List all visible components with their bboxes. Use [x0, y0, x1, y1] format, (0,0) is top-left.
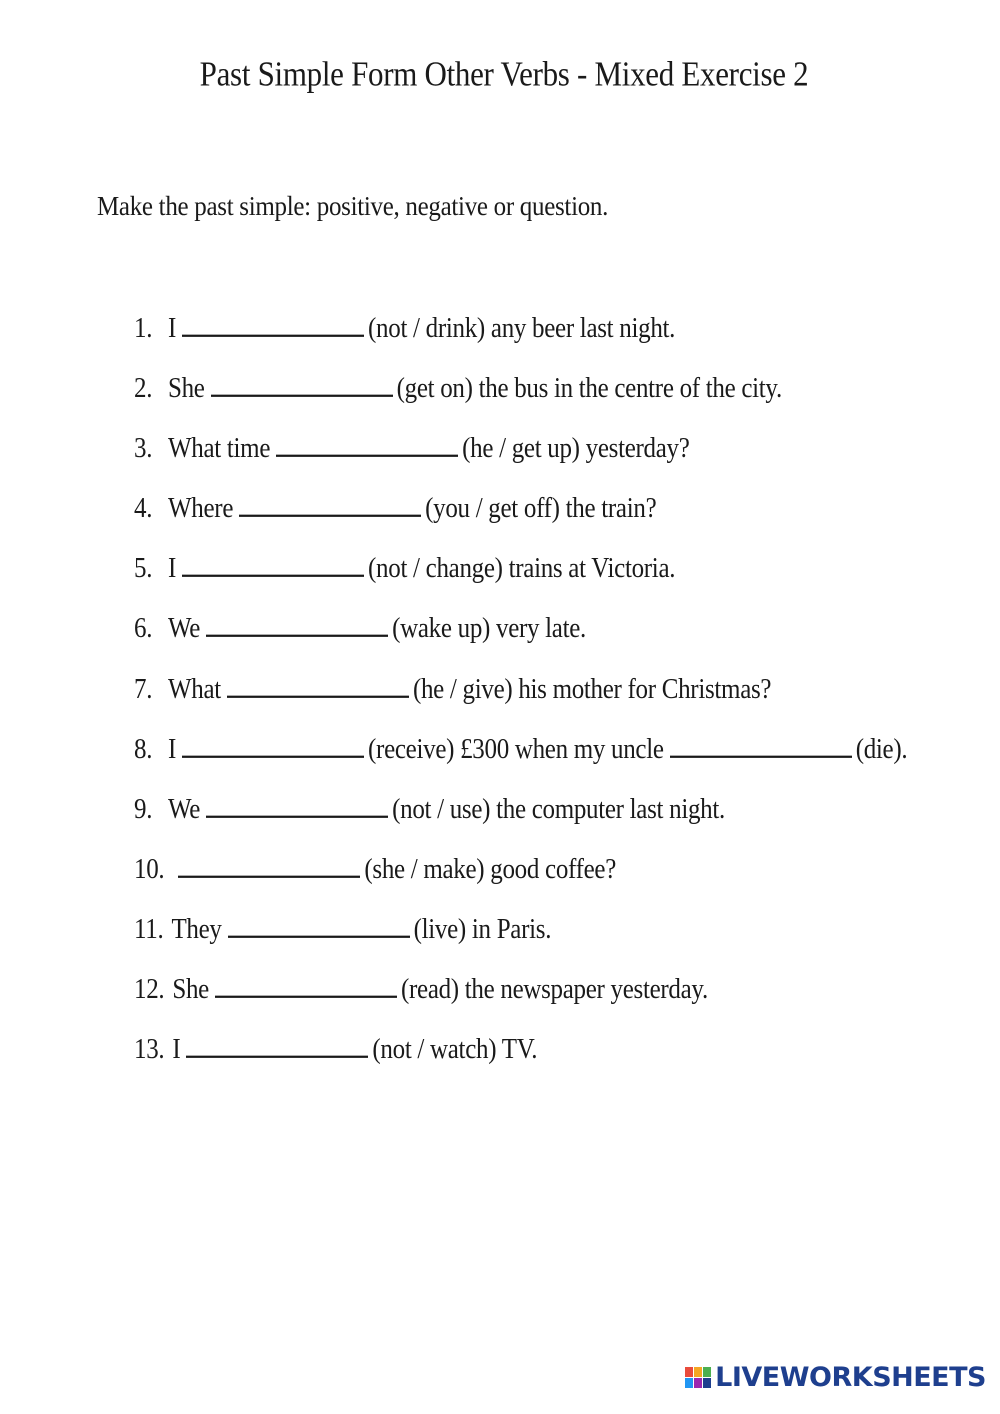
answer-blank[interactable]	[276, 430, 458, 457]
exercise-item-9	[0, 791, 1000, 851]
exercise-text: What	[168, 673, 221, 705]
exercise-text: (not / use) the computer last night.	[392, 794, 725, 825]
exercise-number: 11.	[134, 914, 164, 945]
worksheet-title: Past Simple Form Other Verbs - Mixed Exercise 2	[199, 54, 809, 94]
exercise-number: 10.	[134, 854, 165, 885]
exercise-item-6	[0, 610, 1000, 670]
exercise-text: (not / drink) any beer last night.	[368, 313, 676, 344]
answer-blank[interactable]	[182, 550, 364, 577]
exercise-number: 13.	[134, 1034, 165, 1065]
exercise-number: 5.	[134, 553, 153, 584]
exercise-item-4	[0, 490, 1000, 550]
exercise-item-13	[0, 1031, 1000, 1091]
exercise-text: (he / give) his mother for Christmas?	[412, 673, 772, 705]
exercise-text: What time	[168, 433, 271, 464]
exercise-text: (read) the newspaper yesterday.	[400, 974, 708, 1005]
exercise-number: 2.	[134, 373, 153, 404]
answer-blank[interactable]	[182, 731, 364, 758]
answer-blank[interactable]	[228, 911, 410, 938]
exercise-text: (he / get up) yesterday?	[462, 433, 690, 464]
exercise-item-3	[0, 430, 1000, 490]
exercise-number: 7.	[134, 673, 153, 705]
instructions-text: Make the past simple: positive, negative or question.	[97, 192, 609, 222]
exercise-text: I	[172, 1034, 181, 1065]
exercise-text: (get on) the bus in the centre of the city.	[396, 373, 782, 404]
exercise-number: 8.	[134, 734, 153, 765]
logo-tile	[703, 1378, 711, 1388]
exercise-text: (she / make) good coffee?	[364, 854, 617, 885]
answer-blank[interactable]	[670, 731, 852, 758]
exercise-text: (not / change) trains at Victoria.	[368, 553, 676, 584]
exercise-text: (die).	[855, 734, 908, 765]
exercise-text: I	[168, 313, 177, 344]
answer-blank[interactable]	[182, 310, 364, 337]
exercise-text: They	[171, 914, 222, 945]
exercise-number: 12.	[134, 974, 165, 1005]
answer-blank[interactable]	[186, 1031, 368, 1058]
logo-text: LIVEWORKSHEETS	[715, 1362, 986, 1393]
logo-tile	[685, 1378, 693, 1388]
logo-tile	[703, 1367, 711, 1377]
answer-blank[interactable]	[211, 370, 393, 397]
exercise-text: We	[168, 794, 201, 825]
liveworksheets-logo	[685, 1362, 986, 1393]
exercise-number: 4.	[134, 493, 153, 524]
exercise-text: I	[168, 553, 177, 584]
answer-blank[interactable]	[206, 791, 388, 818]
exercise-number: 9.	[134, 794, 153, 825]
answer-blank[interactable]	[178, 851, 360, 878]
exercise-list	[0, 310, 1000, 1091]
exercise-text: (not / watch) TV.	[372, 1034, 538, 1065]
exercise-item-2	[0, 370, 1000, 430]
liveworksheets-logo-icon	[685, 1367, 711, 1388]
logo-tile	[685, 1367, 693, 1377]
answer-blank[interactable]	[215, 971, 397, 998]
exercise-number: 6.	[134, 613, 153, 645]
exercise-text: (live) in Paris.	[413, 914, 552, 945]
logo-tile	[694, 1378, 702, 1388]
exercise-text: Where	[168, 493, 234, 524]
exercise-text: I	[168, 734, 177, 765]
exercise-text: She	[168, 373, 205, 404]
exercise-text: (receive) £300 when my uncle	[368, 734, 664, 765]
exercise-text: We	[168, 613, 201, 645]
logo-tile	[694, 1367, 702, 1377]
exercise-text: She	[172, 974, 209, 1005]
exercise-number: 1.	[134, 313, 153, 344]
exercise-item-11	[0, 911, 1000, 971]
exercise-text: (you / get off) the train?	[425, 493, 657, 524]
exercise-item-12	[0, 971, 1000, 1031]
answer-blank[interactable]	[206, 610, 388, 637]
exercise-item-5	[0, 550, 1000, 610]
exercise-item-1	[0, 310, 1000, 370]
exercise-item-8	[0, 731, 1000, 791]
exercise-item-10	[0, 851, 1000, 911]
exercise-text: (wake up) very late.	[392, 613, 586, 645]
answer-blank[interactable]	[239, 490, 421, 517]
answer-blank[interactable]	[227, 671, 409, 698]
exercise-number: 3.	[134, 433, 153, 464]
exercise-item-7	[0, 671, 1000, 731]
